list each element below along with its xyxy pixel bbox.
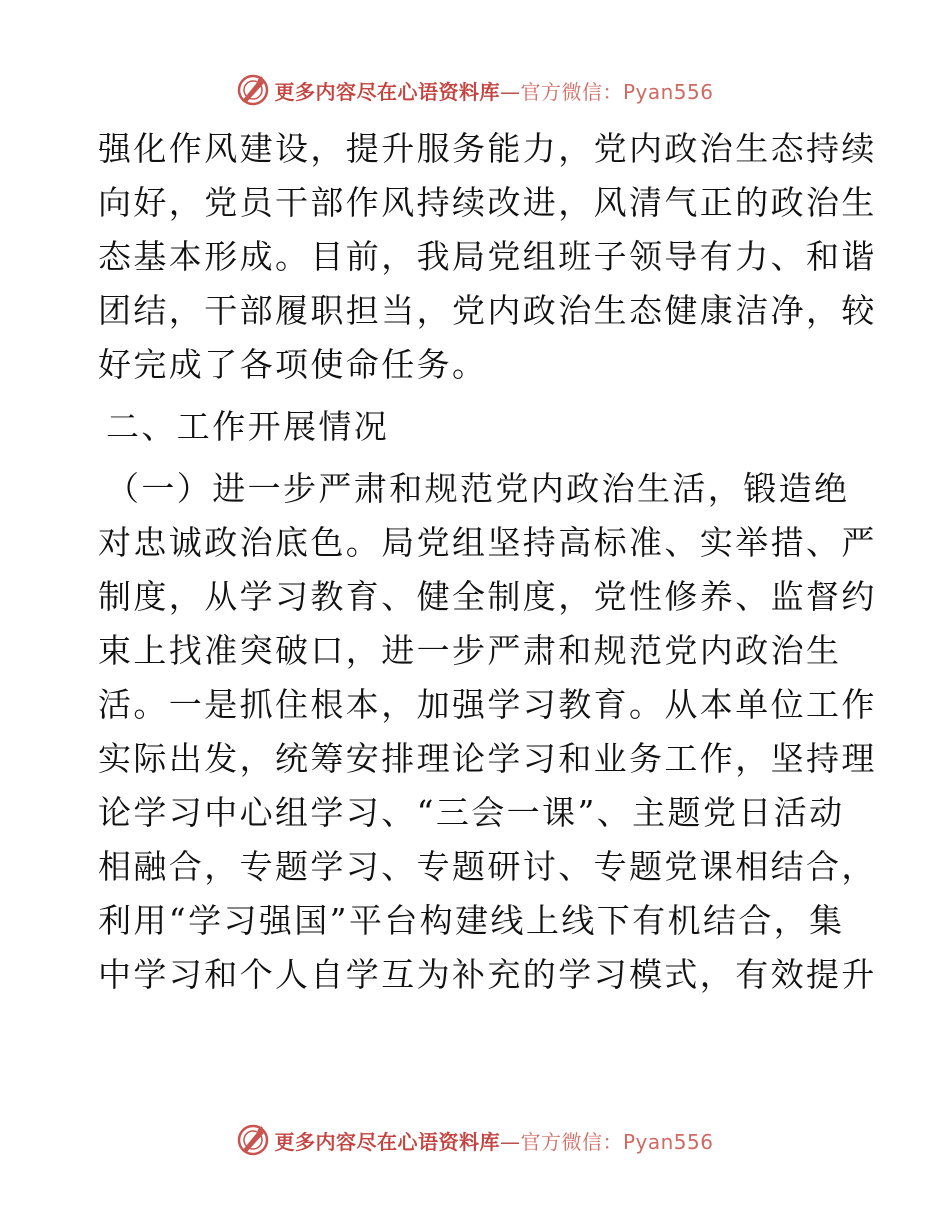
document-body (98, 122, 877, 1002)
paragraph-line: 好完成了各项使命任务。 (98, 345, 488, 384)
paragraph-line: 束上找准突破口，进一步严肃和规范党内政治生 (98, 631, 842, 670)
watermark-wechat: 官方微信：Pyan556 (520, 1129, 714, 1154)
paragraph-line: 中学习和个人自学互为补充的学习模式，有效提升 (98, 955, 877, 994)
quill-logo-icon (236, 73, 270, 107)
watermark-site-name: 更多内容尽在心语资料库 (274, 79, 500, 104)
watermark-dash: — (499, 1129, 521, 1154)
quill-logo-icon (236, 1123, 270, 1157)
paragraph-line: 强化作风建设，提升服务能力，党内政治生态持续 (98, 129, 877, 168)
paragraph-line: 论学习中心组学习、“三会一课”、主题党日活动 (98, 793, 845, 832)
watermark-wechat: 官方微信：Pyan556 (520, 79, 714, 104)
paragraph-line: 活。一是抓住根本，加强学习教育。从本单位工作 (98, 685, 877, 724)
watermark-site-name: 更多内容尽在心语资料库 (274, 1129, 500, 1154)
paragraph-line: 利用“学习强国”平台构建线上线下有机结合，集 (98, 901, 845, 940)
paragraph-line: 向好，党员干部作风持续改进，风清气正的政治生 (98, 183, 877, 222)
paragraph-line: 相融合，专题学习、专题研讨、专题党课相结合， (98, 847, 877, 886)
footer-watermark (0, 1120, 950, 1160)
watermark-dash: — (499, 79, 521, 104)
paragraph-line: 团结，干部履职担当，党内政治生态健康洁净，较 (98, 291, 877, 330)
subsection-heading-line: （一）进一步严肃和规范党内政治生活，锻造绝 (106, 469, 850, 508)
paragraph-line: 制度，从学习教育、健全制度，党性修养、监督约 (98, 577, 877, 616)
section-heading: 二、工作开展情况 (106, 407, 390, 446)
header-watermark (0, 70, 950, 110)
paragraph-line: 实际出发，统筹安排理论学习和业务工作，坚持理 (98, 739, 877, 778)
paragraph-line: 对忠诚政治底色。局党组坚持高标准、实举措、严 (98, 523, 877, 562)
paragraph-line: 态基本形成。目前，我局党组班子领导有力、和谐 (98, 237, 877, 276)
